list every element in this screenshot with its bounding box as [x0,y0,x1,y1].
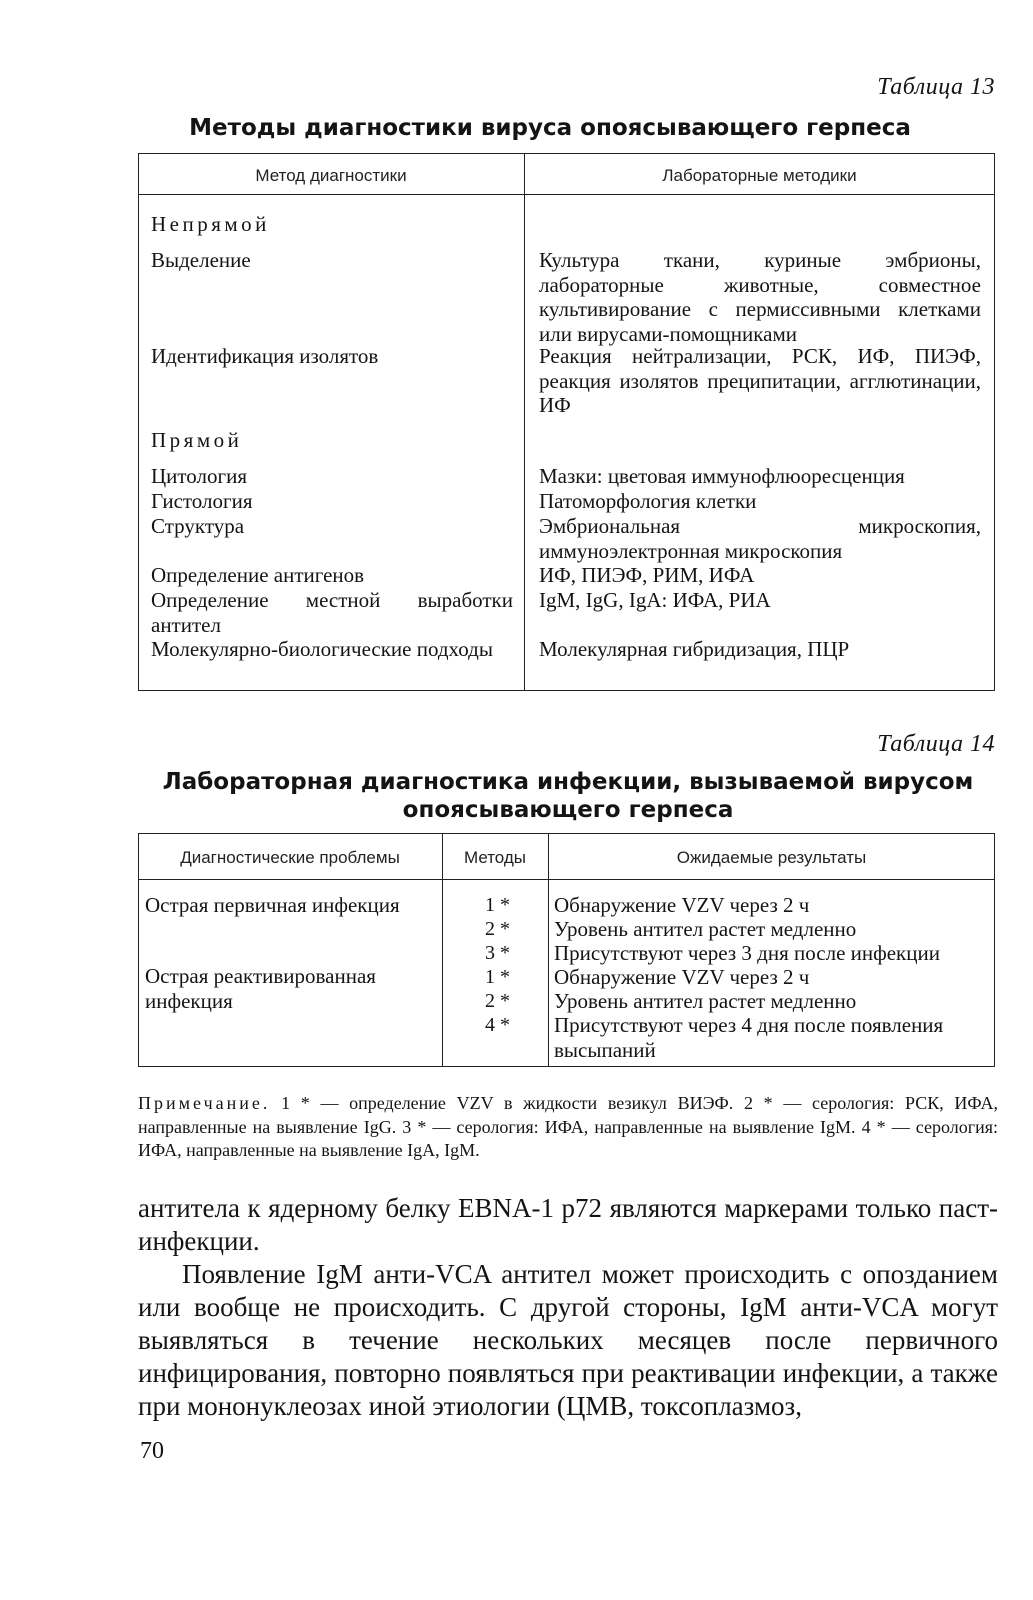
paragraph-1: антитела к ядерному белку EBNA-1 p72 являются маркерами только паст-инфекции. [138,1193,998,1256]
section-direct: Прямой [151,428,243,452]
method-molecular: Молекулярно-биологические подходы [151,637,493,661]
desc-histology: Патоморфология клетки [539,489,757,513]
table14-header-results: Ожидаемые результаты [676,848,867,867]
method-histology: Гистология [151,489,253,513]
method-isolation: Выделение [151,248,251,272]
table13-title: Методы диагностики вируса опоясывающего герпеса [189,115,911,141]
desc-molecular: Молекулярная гибридизация, ПЦР [539,637,850,661]
method-ref: 3 * [485,942,510,964]
table13-header-method: Метод диагностики [255,166,407,185]
desc-cytology: Мазки: цветовая иммунофлюоресценция [539,464,905,488]
page-number: 70 [140,1438,164,1464]
expected-result: Присутствуют через 3 дня после инфекции [554,941,940,965]
desc-isolation: Культура ткани, куриные эмбрионы, лабораторные животные, совместное культивирование с пермиссивными клетками или вирусами-помощниками [539,248,981,346]
table14-label: Таблица 14 [877,731,995,757]
method-structure: Структура [151,514,245,538]
table14-header-methods: Методы [463,848,527,867]
table14-divider-1 [442,833,443,1067]
desc-antigens: ИФ, ПИЭФ, РИМ, ИФА [539,563,755,587]
desc-local-antibodies: IgM, IgG, IgA: ИФА, РИА [539,588,771,612]
table14-divider-2 [548,833,549,1067]
expected-result: Уровень антител растет медленно [554,917,857,941]
table13-header-divider [138,194,995,195]
expected-result: Уровень антител растет медленно [554,989,857,1013]
method-ref: 2 * [485,990,510,1012]
table13-column-divider [524,153,525,691]
note-label: Примечание. [138,1093,271,1113]
method-local-antibodies: Определение местной выработки антител [151,588,513,637]
table13-label: Таблица 13 [877,74,995,100]
paragraph-2: Появление IgM анти-VCA антител может происходить с опозданием или вообще не происходить. С другой стороны, IgM анти-VCA могут выявляться в течение нескольких месяцев после первичного инфицирования, повторно появляться при реактивации инфекции, а также при мононуклеозах иной этиологии (ЦМВ, токсоплазмоз, [138,1259,998,1421]
expected-result: Обнаружение VZV через 2 ч [554,965,810,989]
problem-reactivated: Острая реактивированная инфекция [145,964,376,1013]
method-ref: 4 * [485,1014,510,1036]
note-text: 1 * — определение VZV в жидкости везикул ВИЭФ. 2 * — серология: РСК, ИФА, направленные на выявление IgG. 3 * — серология: ИФА, направленные на выявление IgM. 4 * — серология: ИФА, направленные на выявление IgA, IgM. [138,1093,999,1160]
method-ref: 2 * [485,918,510,940]
section-indirect: Непрямой [151,212,270,236]
method-antigens: Определение антигенов [151,563,365,587]
desc-identification: Реакция нейтрализации, РСК, ИФ, ПИЭФ, реакция изолятов преципитации, агглютинации, ИФ [539,344,981,417]
table-note [138,1092,998,1163]
method-identification: Идентификация изолятов [151,344,379,368]
problem-primary: Острая первичная инфекция [145,893,400,917]
table14-header-problems: Диагностические проблемы [180,848,400,867]
table14-header-divider [138,879,995,880]
expected-result: Присутствуют через 4 дня после появления высыпаний [554,1013,944,1062]
method-ref: 1 * [485,966,510,988]
expected-result: Обнаружение VZV через 2 ч [554,893,810,917]
method-ref: 1 * [485,894,510,916]
method-cytology: Цитология [151,464,248,488]
table14-title: Лабораторная диагностика инфекции, вызываемой вирусом опоясывающего герпеса [162,769,974,823]
table13-header-lab: Лабораторные методики [662,166,857,185]
desc-structure: Эмбриональная микроскопия, иммуноэлектронная микроскопия [539,514,981,563]
